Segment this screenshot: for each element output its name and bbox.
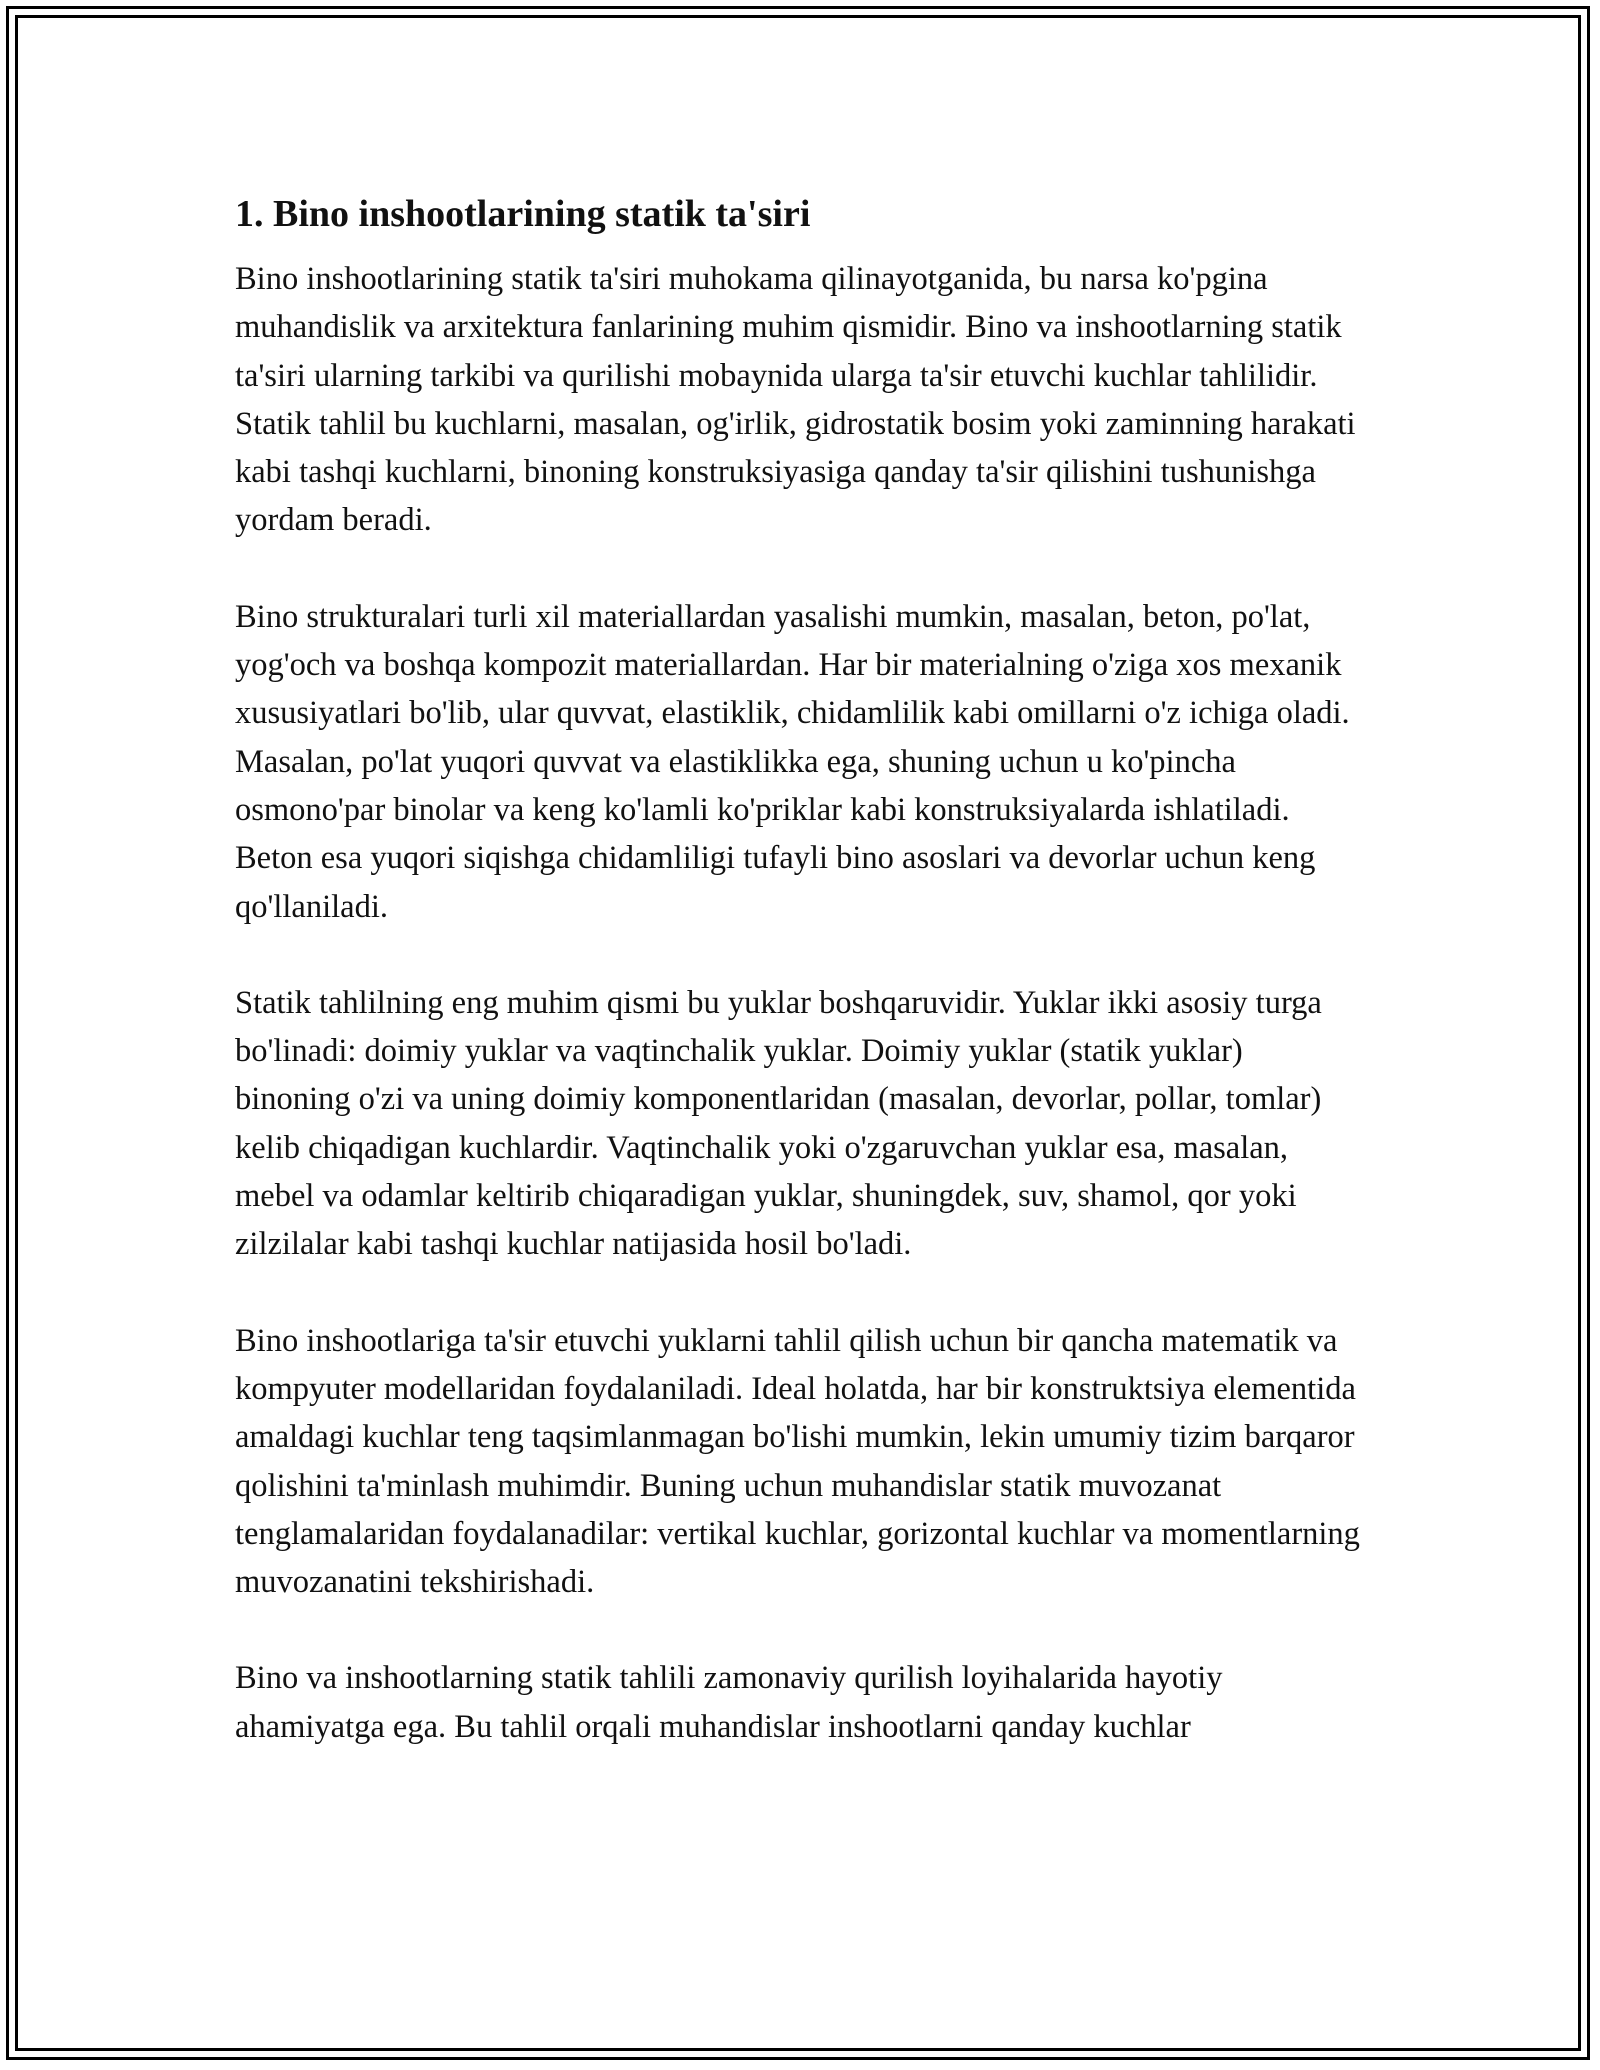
paragraph-4: Bino inshootlariga ta'sir etuvchi yuklarni tahlil qilish uchun bir qancha matematik va kompyuter modellaridan foydalaniladi. Ideal holatda, har bir konstruktsiya elementida amaldagi kuchlar teng taqsimlanmagan bo'lishi mumkin, lekin umumiy tizim barqaror qolishini ta'minlash muhimdir. Buning uchun muhandislar statik muvozanat tenglamalaridan foydalanadilar: vertikal kuchlar, gorizontal kuchlar va momentlarning muvozanatini tekshirishadi. <box>235 1322 1360 1601</box>
paragraph-2: Bino strukturalari turli xil materiallardan yasalishi mumkin, masalan, beton, po'lat, yog'och va boshqa kompozit materiallardan. Har bir materialning o'ziga xos mexanik xususiyatlari bo'lib, ular quvvat, elastiklik, chidamlilik kabi omillarni o'z ichiga oladi. Masalan, po'lat yuqori quvvat va elastiklikka ega, shuning uchun u ko'pincha osmono'par binolar va keng ko'lamli ko'priklar kabi konstruksiyalarda ishlatiladi. Beton esa yuqori siqishga chidamliligi tufayli bino asoslari va devorlar uchun keng qo'llaniladi. <box>235 598 1350 925</box>
paragraph-1: Bino inshootlarining statik ta'siri muhokama qilinayotganida, bu narsa ko'pgina muhandislik va arxitektura fanlarining muhim qismidir. Bino va inshootlarning statik ta'siri ularning tarkibi va qurilishi mobaynida ularga ta'sir etuvchi kuchlar tahlilidir. Statik tahlil bu kuchlarni, masalan, og'irlik, gidrostatik bosim yoki zaminning harakati kabi tashqi kuchlarni, binoning konstruksiyasiga qanday ta'sir qilishini tushunishga yordam beradi. <box>235 261 1356 539</box>
paragraph-5: Bino va inshootlarning statik tahlili zamonaviy qurilish loyihalarida hayotiy ahamiyatga ega. Bu tahlil orqali muhandislar inshootlarni qanday kuchlar <box>235 1660 1223 1745</box>
section-heading: 1. Bino inshootlarining statik ta'siri <box>235 193 811 235</box>
document-body <box>235 185 1365 1751</box>
paragraph-3: Statik tahlilning eng muhim qismi bu yuklar boshqaruvidir. Yuklar ikki asosiy turga bo'linadi: doimiy yuklar va vaqtinchalik yuklar. Doimiy yuklar (statik yuklar) binoning o'zi va uning doimiy komponentlaridan (masalan, devorlar, pollar, tomlar) kelib chiqadigan kuchlardir. Vaqtinchalik yoki o'zgaruvchan yuklar esa, masalan, mebel va odamlar keltirib chiqaradigan yuklar, shuningdek, suv, shamol, qor yoki zilzilalar kabi tashqi kuchlar natijasida hosil bo'ladi. <box>235 984 1322 1263</box>
